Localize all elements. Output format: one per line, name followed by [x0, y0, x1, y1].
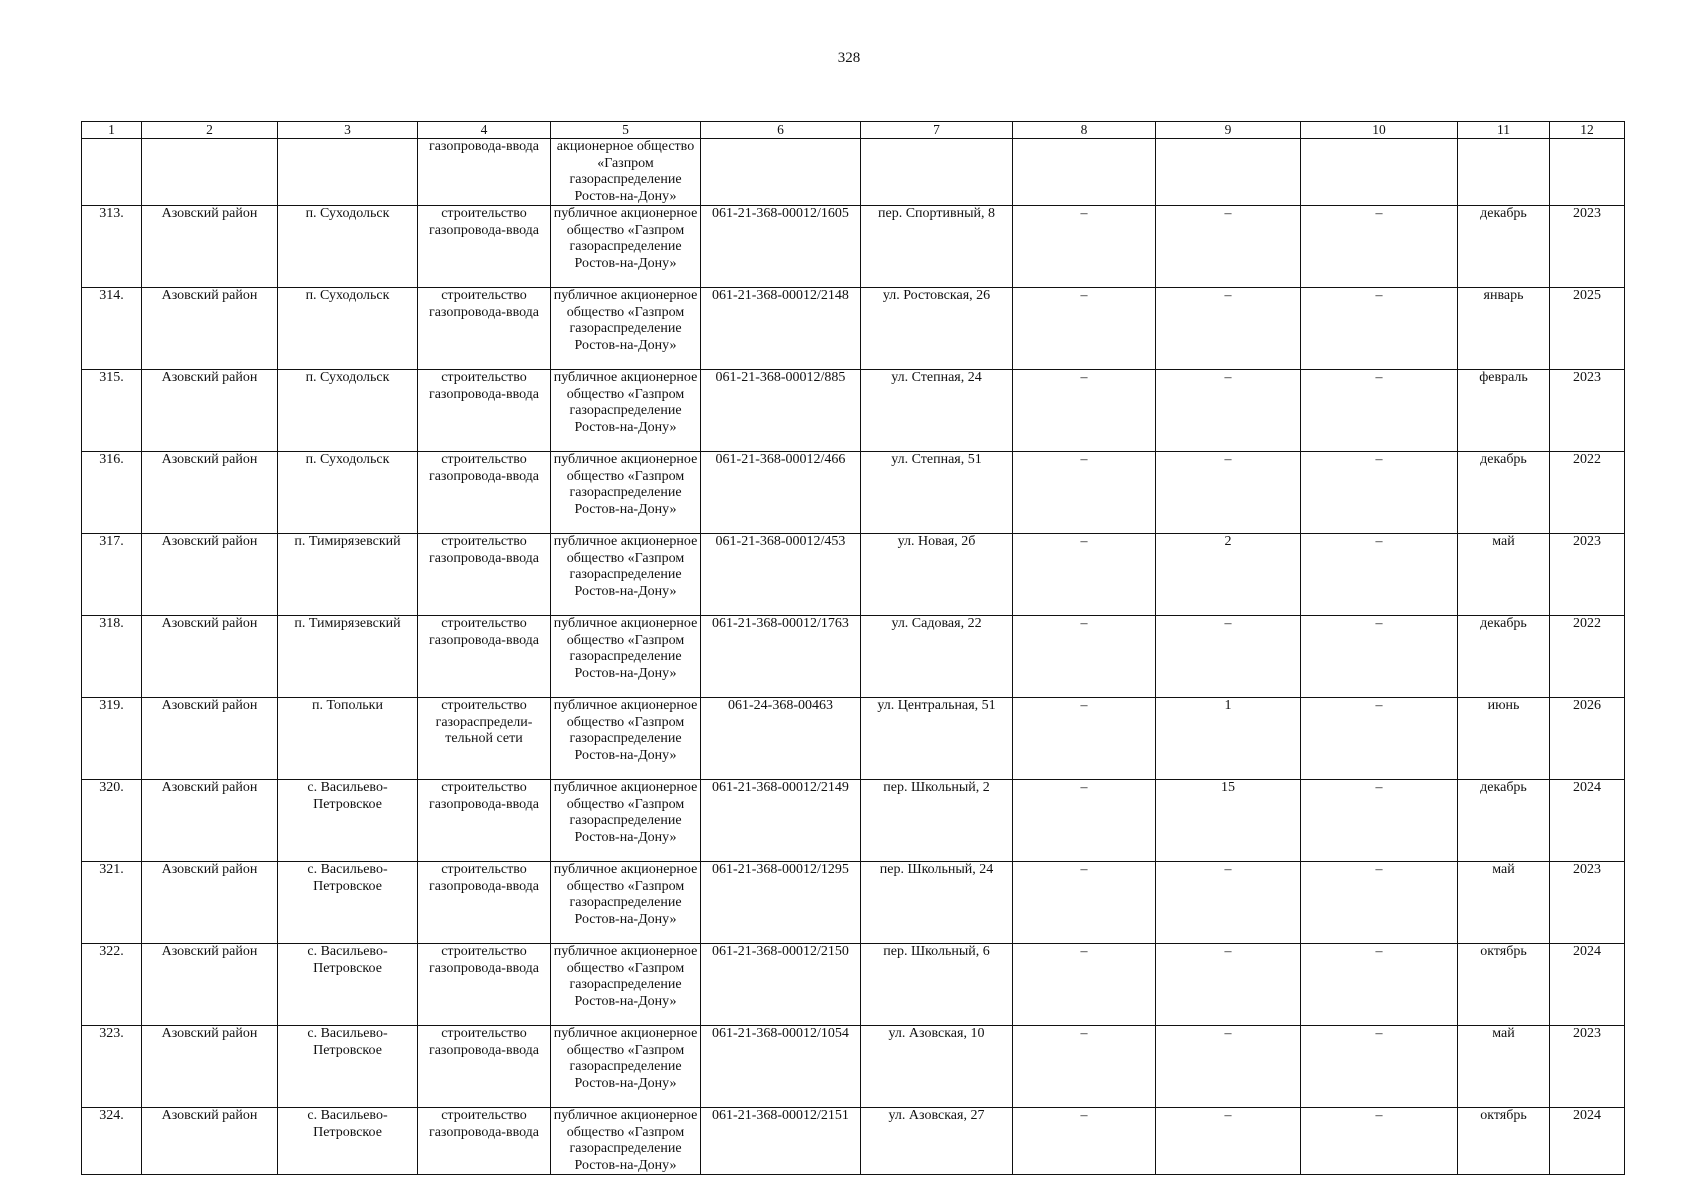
organization-cell: публичное акционерное общество «Газпром газораспределение Ростов-на-Дону» — [551, 944, 701, 1026]
year-cell: 2023 — [1550, 534, 1625, 616]
month-cell: декабрь — [1458, 452, 1550, 534]
column-9-cell: – — [1156, 1108, 1301, 1175]
column-number-header-row — [82, 122, 1625, 139]
table-body — [82, 139, 1625, 1175]
address-cell: ул. Азовская, 10 — [861, 1026, 1013, 1108]
district-cell: Азовский район — [142, 1026, 278, 1108]
district-cell: Азовский район — [142, 370, 278, 452]
registry-number-cell: 061-21-368-00012/2151 — [701, 1108, 861, 1175]
column-9-cell: – — [1156, 944, 1301, 1026]
address-cell: ул. Садовая, 22 — [861, 616, 1013, 698]
column-8-cell: – — [1013, 616, 1156, 698]
table-row — [82, 1026, 1625, 1108]
address-cell — [861, 139, 1013, 206]
work-type-cell: строительство газопровода-ввода — [418, 944, 551, 1026]
work-type-cell: строительство газопровода-ввода — [418, 534, 551, 616]
year-cell: 2022 — [1550, 452, 1625, 534]
work-type-cell: строительство газопровода-ввода — [418, 616, 551, 698]
district-cell: Азовский район — [142, 780, 278, 862]
column-header-3: 3 — [278, 122, 418, 139]
column-10-cell: – — [1301, 288, 1458, 370]
table-row — [82, 862, 1625, 944]
year-cell: 2024 — [1550, 1108, 1625, 1175]
column-10-cell: – — [1301, 944, 1458, 1026]
column-header-11: 11 — [1458, 122, 1550, 139]
month-cell: май — [1458, 862, 1550, 944]
address-cell: пер. Школьный, 24 — [861, 862, 1013, 944]
column-8-cell: – — [1013, 288, 1156, 370]
column-header-5: 5 — [551, 122, 701, 139]
row-number-cell: 322. — [82, 944, 142, 1026]
column-9-cell: – — [1156, 1026, 1301, 1108]
month-cell: декабрь — [1458, 206, 1550, 288]
settlement-cell — [278, 139, 418, 206]
settlement-cell: п. Суходольск — [278, 452, 418, 534]
year-cell: 2022 — [1550, 616, 1625, 698]
column-8-cell: – — [1013, 534, 1156, 616]
column-9-cell — [1156, 139, 1301, 206]
table-row — [82, 206, 1625, 288]
registry-number-cell: 061-21-368-00012/453 — [701, 534, 861, 616]
year-cell: 2025 — [1550, 288, 1625, 370]
work-type-cell: строительство газопровода-ввода — [418, 862, 551, 944]
column-8-cell: – — [1013, 452, 1156, 534]
organization-cell: публичное акционерное общество «Газпром газораспределение Ростов-на-Дону» — [551, 534, 701, 616]
registry-number-cell: 061-21-368-00012/2148 — [701, 288, 861, 370]
column-header-1: 1 — [82, 122, 142, 139]
column-header-9: 9 — [1156, 122, 1301, 139]
registry-number-cell: 061-21-368-00012/466 — [701, 452, 861, 534]
settlement-cell: п. Топольки — [278, 698, 418, 780]
year-cell: 2024 — [1550, 780, 1625, 862]
settlement-cell: п. Суходольск — [278, 206, 418, 288]
month-cell: декабрь — [1458, 780, 1550, 862]
column-9-cell: – — [1156, 452, 1301, 534]
address-cell: ул. Степная, 24 — [861, 370, 1013, 452]
row-number-cell: 321. — [82, 862, 142, 944]
organization-cell: публичное акционерное общество «Газпром газораспределение Ростов-на-Дону» — [551, 452, 701, 534]
row-number-cell: 314. — [82, 288, 142, 370]
column-10-cell — [1301, 139, 1458, 206]
column-10-cell: – — [1301, 206, 1458, 288]
row-number-cell: 324. — [82, 1108, 142, 1175]
table-row — [82, 370, 1625, 452]
month-cell: май — [1458, 1026, 1550, 1108]
column-8-cell: – — [1013, 862, 1156, 944]
address-cell: ул. Новая, 2б — [861, 534, 1013, 616]
organization-cell: публичное акционерное общество «Газпром газораспределение Ростов-на-Дону» — [551, 206, 701, 288]
column-8-cell: – — [1013, 780, 1156, 862]
column-9-cell: – — [1156, 370, 1301, 452]
organization-cell: публичное акционерное общество «Газпром газораспределение Ростов-на-Дону» — [551, 698, 701, 780]
year-cell: 2024 — [1550, 944, 1625, 1026]
registry-number-cell: 061-21-368-00012/1054 — [701, 1026, 861, 1108]
table-row — [82, 698, 1625, 780]
organization-cell: публичное акционерное общество «Газпром газораспределение Ростов-на-Дону» — [551, 370, 701, 452]
year-cell: 2023 — [1550, 862, 1625, 944]
year-cell — [1550, 139, 1625, 206]
district-cell: Азовский район — [142, 206, 278, 288]
month-cell: октябрь — [1458, 944, 1550, 1026]
district-cell: Азовский район — [142, 944, 278, 1026]
table-row — [82, 288, 1625, 370]
month-cell: май — [1458, 534, 1550, 616]
address-cell: ул. Степная, 51 — [861, 452, 1013, 534]
row-number-cell: 323. — [82, 1026, 142, 1108]
column-8-cell: – — [1013, 206, 1156, 288]
table-row — [82, 616, 1625, 698]
registry-number-cell: 061-21-368-00012/2149 — [701, 780, 861, 862]
organization-cell: публичное акционерное общество «Газпром газораспределение Ростов-на-Дону» — [551, 1026, 701, 1108]
settlement-cell: с. Васильево-Петровское — [278, 944, 418, 1026]
row-number-cell: 318. — [82, 616, 142, 698]
column-9-cell: 2 — [1156, 534, 1301, 616]
column-9-cell: 15 — [1156, 780, 1301, 862]
column-header-4: 4 — [418, 122, 551, 139]
district-cell: Азовский район — [142, 698, 278, 780]
settlement-cell: с. Васильево-Петровское — [278, 780, 418, 862]
column-header-10: 10 — [1301, 122, 1458, 139]
column-10-cell: – — [1301, 534, 1458, 616]
column-10-cell: – — [1301, 1108, 1458, 1175]
work-type-cell: строительство газопровода-ввода — [418, 780, 551, 862]
column-9-cell: 1 — [1156, 698, 1301, 780]
column-10-cell: – — [1301, 616, 1458, 698]
column-header-8: 8 — [1013, 122, 1156, 139]
year-cell: 2023 — [1550, 370, 1625, 452]
registry-number-cell: 061-21-368-00012/1763 — [701, 616, 861, 698]
settlement-cell: с. Васильево-Петровское — [278, 862, 418, 944]
column-10-cell: – — [1301, 1026, 1458, 1108]
address-cell: пер. Спортивный, 8 — [861, 206, 1013, 288]
table-row — [82, 780, 1625, 862]
column-10-cell: – — [1301, 698, 1458, 780]
month-cell — [1458, 139, 1550, 206]
registry-number-cell: 061-21-368-00012/1295 — [701, 862, 861, 944]
table-row — [82, 139, 1625, 206]
column-9-cell: – — [1156, 862, 1301, 944]
row-number-cell: 316. — [82, 452, 142, 534]
district-cell: Азовский район — [142, 1108, 278, 1175]
registry-number-cell: 061-21-368-00012/885 — [701, 370, 861, 452]
organization-cell: публичное акционерное общество «Газпром газораспределение Ростов-на-Дону» — [551, 862, 701, 944]
work-type-cell: строительство газораспредели-тельной сети — [418, 698, 551, 780]
district-cell: Азовский район — [142, 616, 278, 698]
district-cell: Азовский район — [142, 534, 278, 616]
column-8-cell: – — [1013, 1108, 1156, 1175]
column-10-cell: – — [1301, 370, 1458, 452]
address-cell: ул. Центральная, 51 — [861, 698, 1013, 780]
month-cell: октябрь — [1458, 1108, 1550, 1175]
organization-cell: публичное акционерное общество «Газпром газораспределение Ростов-на-Дону» — [551, 780, 701, 862]
settlement-cell: п. Тимирязевский — [278, 534, 418, 616]
year-cell: 2026 — [1550, 698, 1625, 780]
settlement-cell: п. Суходольск — [278, 370, 418, 452]
page-number: 328 — [837, 50, 861, 66]
organization-cell: публичное акционерное общество «Газпром газораспределение Ростов-на-Дону» — [551, 1108, 701, 1175]
settlement-cell: п. Тимирязевский — [278, 616, 418, 698]
column-header-2: 2 — [142, 122, 278, 139]
column-8-cell: – — [1013, 698, 1156, 780]
row-number-cell: 320. — [82, 780, 142, 862]
address-cell: пер. Школьный, 2 — [861, 780, 1013, 862]
organization-cell: публичное акционерное общество «Газпром газораспределение Ростов-на-Дону» — [551, 616, 701, 698]
column-9-cell: – — [1156, 288, 1301, 370]
district-cell: Азовский район — [142, 862, 278, 944]
column-header-6: 6 — [701, 122, 861, 139]
row-number-cell — [82, 139, 142, 206]
column-8-cell: – — [1013, 370, 1156, 452]
table-row — [82, 944, 1625, 1026]
address-cell: ул. Ростовская, 26 — [861, 288, 1013, 370]
row-number-cell: 317. — [82, 534, 142, 616]
work-type-cell: газопровода-ввода — [418, 139, 551, 206]
gas-pipeline-register-table — [81, 121, 1625, 1175]
column-8-cell: – — [1013, 944, 1156, 1026]
month-cell: февраль — [1458, 370, 1550, 452]
table-row — [82, 1108, 1625, 1175]
registry-number-cell: 061-21-368-00012/1605 — [701, 206, 861, 288]
district-cell: Азовский район — [142, 452, 278, 534]
year-cell: 2023 — [1550, 1026, 1625, 1108]
work-type-cell: строительство газопровода-ввода — [418, 1108, 551, 1175]
month-cell: июнь — [1458, 698, 1550, 780]
district-cell — [142, 139, 278, 206]
column-8-cell — [1013, 139, 1156, 206]
row-number-cell: 319. — [82, 698, 142, 780]
row-number-cell: 313. — [82, 206, 142, 288]
district-cell: Азовский район — [142, 288, 278, 370]
column-header-7: 7 — [861, 122, 1013, 139]
row-number-cell: 315. — [82, 370, 142, 452]
column-9-cell: – — [1156, 206, 1301, 288]
work-type-cell: строительство газопровода-ввода — [418, 370, 551, 452]
column-8-cell: – — [1013, 1026, 1156, 1108]
table-row — [82, 534, 1625, 616]
month-cell: январь — [1458, 288, 1550, 370]
column-10-cell: – — [1301, 452, 1458, 534]
month-cell: декабрь — [1458, 616, 1550, 698]
work-type-cell: строительство газопровода-ввода — [418, 1026, 551, 1108]
column-header-12: 12 — [1550, 122, 1625, 139]
registry-number-cell: 061-21-368-00012/2150 — [701, 944, 861, 1026]
registry-number-cell — [701, 139, 861, 206]
address-cell: пер. Школьный, 6 — [861, 944, 1013, 1026]
work-type-cell: строительство газопровода-ввода — [418, 206, 551, 288]
column-10-cell: – — [1301, 780, 1458, 862]
year-cell: 2023 — [1550, 206, 1625, 288]
organization-cell: акционерное общество «Газпром газораспределение Ростов-на-Дону» — [551, 139, 701, 206]
organization-cell: публичное акционерное общество «Газпром газораспределение Ростов-на-Дону» — [551, 288, 701, 370]
table-row — [82, 452, 1625, 534]
settlement-cell: п. Суходольск — [278, 288, 418, 370]
column-10-cell: – — [1301, 862, 1458, 944]
address-cell: ул. Азовская, 27 — [861, 1108, 1013, 1175]
registry-number-cell: 061-24-368-00463 — [701, 698, 861, 780]
work-type-cell: строительство газопровода-ввода — [418, 288, 551, 370]
settlement-cell: с. Васильево-Петровское — [278, 1108, 418, 1175]
column-9-cell: – — [1156, 616, 1301, 698]
work-type-cell: строительство газопровода-ввода — [418, 452, 551, 534]
settlement-cell: с. Васильево-Петровское — [278, 1026, 418, 1108]
